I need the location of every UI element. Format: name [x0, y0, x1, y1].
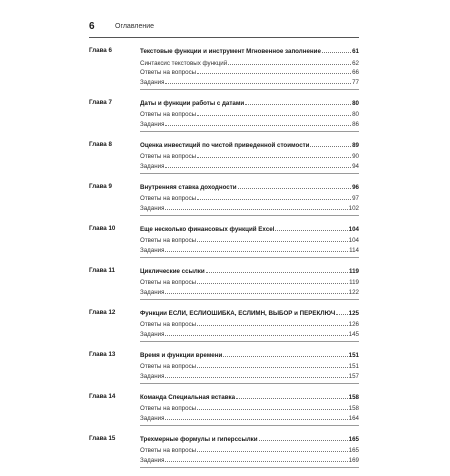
chapter-divider: [140, 173, 359, 174]
toc-chapter-row[interactable]: [89, 140, 359, 150]
toc-chapter: [89, 392, 359, 426]
toc-chapter-row[interactable]: [89, 98, 359, 108]
toc-chapter-row[interactable]: [89, 224, 359, 234]
toc-subsection-row[interactable]: [89, 455, 359, 465]
toc-subsection-row[interactable]: [89, 58, 359, 68]
toc-subsection-row[interactable]: [89, 245, 359, 255]
toc-subsection-row[interactable]: [89, 161, 359, 171]
subsection-title: Ответы на вопросы: [140, 405, 197, 412]
chapter-title: Текстовые функции и инструмент Мгновенное заполнение: [140, 48, 321, 55]
chapter-label: Глава 12: [89, 308, 116, 316]
subsection-title: Ответы на вопросы: [140, 69, 197, 76]
chapter-page: 61: [352, 48, 359, 55]
chapter-title: Циклические ссылки: [140, 267, 205, 275]
toc-chapter: [89, 350, 359, 384]
toc-subsection-row[interactable]: [89, 203, 359, 213]
dot-leader: [238, 182, 352, 189]
dot-leader: [197, 193, 351, 200]
subsection-page: 77: [352, 78, 359, 86]
subsection-title: Ответы на вопросы: [140, 363, 197, 370]
subsection-title: Задания: [140, 414, 165, 422]
subsection-page: 86: [352, 120, 359, 128]
toc-chapter-row[interactable]: [89, 46, 359, 56]
subsection-page: 151: [348, 363, 359, 370]
subsection-title: Ответы на вопросы: [140, 111, 197, 118]
subsection-title: Задания: [140, 456, 165, 464]
dot-leader: [275, 224, 347, 231]
chapter-label: Глава 14: [89, 392, 116, 400]
dot-leader: [165, 203, 347, 210]
toc-chapter-row[interactable]: [89, 266, 359, 276]
subsection-title: Синтаксис текстовых функций: [140, 59, 228, 67]
subsection-title: Задания: [140, 372, 165, 380]
chapter-divider: [140, 215, 359, 216]
toc-subsection-row[interactable]: [89, 151, 359, 161]
toc-chapter: [89, 182, 359, 216]
subsection-page: 104: [348, 237, 359, 244]
dot-leader: [336, 308, 347, 315]
subsection-title: Ответы на вопросы: [140, 195, 197, 202]
subsection-page: 114: [349, 246, 359, 254]
dot-leader: [165, 371, 347, 378]
chapter-label: Глава 8: [89, 140, 112, 148]
chapter-page: 119: [349, 267, 359, 275]
chapter-page: 89: [352, 141, 359, 149]
dot-leader: [197, 319, 348, 326]
toc-subsection-row[interactable]: [89, 193, 359, 203]
toc-subsection-row[interactable]: [89, 277, 359, 287]
subsection-title: Ответы на вопросы: [140, 321, 197, 328]
subsection-title: Задания: [140, 330, 165, 338]
dot-leader: [259, 434, 348, 441]
chapter-divider: [140, 467, 359, 468]
dot-leader: [165, 287, 347, 294]
toc-subsection-row[interactable]: [89, 413, 359, 423]
dot-leader: [165, 119, 351, 126]
toc-subsection-row[interactable]: [89, 329, 359, 339]
dot-leader: [322, 46, 351, 53]
dot-leader: [223, 350, 347, 357]
chapter-divider: [140, 299, 359, 300]
toc-chapter: [89, 224, 359, 258]
dot-leader: [197, 403, 348, 410]
chapter-label: Глава 11: [89, 266, 115, 274]
subsection-title: Ответы на вопросы: [140, 237, 197, 244]
dot-leader: [197, 445, 348, 452]
subsection-page: 62: [352, 59, 359, 67]
toc-chapter: [89, 434, 359, 468]
chapter-label: Глава 13: [89, 350, 116, 358]
toc-chapter-row[interactable]: [89, 434, 359, 444]
subsection-page: 66: [352, 69, 359, 76]
toc-subsection-row[interactable]: [89, 403, 359, 413]
subsection-page: 119: [349, 279, 359, 286]
subsection-title: Задания: [140, 288, 165, 296]
subsection-title: Задания: [140, 246, 165, 254]
dot-leader: [165, 413, 347, 420]
subsection-page: 90: [352, 153, 359, 160]
toc-chapter-row[interactable]: [89, 182, 359, 192]
toc-chapter: [89, 266, 359, 300]
table-of-contents: [89, 46, 359, 476]
header-title: Оглавление: [115, 23, 155, 30]
subsection-title: Задания: [140, 78, 165, 86]
chapter-page: 158: [348, 393, 359, 401]
toc-chapter: [89, 140, 359, 174]
subsection-title: Задания: [140, 120, 165, 128]
dot-leader: [228, 58, 351, 65]
subsection-title: Задания: [140, 204, 165, 212]
subsection-title: Задания: [140, 162, 165, 170]
chapter-page: 80: [352, 99, 359, 107]
chapter-page: 125: [348, 309, 359, 317]
running-header: [89, 21, 359, 38]
toc-chapter-row[interactable]: [89, 392, 359, 402]
subsection-page: 165: [348, 447, 359, 454]
toc-subsection-row[interactable]: [89, 371, 359, 381]
chapter-title: Внутренняя ставка доходности: [140, 183, 237, 191]
dot-leader: [245, 98, 351, 105]
dot-leader: [206, 266, 348, 273]
page-number: 6: [89, 21, 95, 32]
chapter-label: Глава 10: [89, 224, 116, 232]
toc-subsection-row[interactable]: [89, 77, 359, 87]
subsection-page: 80: [352, 111, 359, 118]
chapter-divider: [140, 257, 359, 258]
subsection-page: 97: [352, 195, 359, 202]
subsection-page: 164: [348, 414, 359, 422]
chapter-title: Трехмерные формулы и гиперссылки: [140, 435, 258, 443]
dot-leader: [165, 245, 348, 252]
dot-leader: [165, 161, 351, 168]
dot-leader: [197, 151, 351, 158]
subsection-page: 157: [348, 372, 359, 380]
chapter-divider: [140, 341, 359, 342]
chapter-page: 165: [348, 435, 359, 443]
toc-chapter: [89, 46, 359, 90]
toc-chapter: [89, 98, 359, 132]
chapter-page: 96: [352, 183, 359, 191]
dot-leader: [197, 235, 348, 242]
dot-leader: [197, 277, 348, 284]
subsection-title: Ответы на вопросы: [140, 153, 197, 160]
subsection-title: Ответы на вопросы: [140, 279, 197, 286]
subsection-page: 169: [348, 456, 359, 464]
subsection-page: 158: [348, 405, 359, 412]
toc-chapter-row[interactable]: [89, 308, 359, 318]
chapter-page: 151: [348, 351, 359, 359]
toc-subsection-row[interactable]: [89, 119, 359, 129]
subsection-page: 126: [348, 321, 359, 328]
chapter-title: Время и функции времени: [140, 351, 223, 359]
dot-leader: [165, 329, 347, 336]
chapter-divider: [140, 131, 359, 132]
subsection-title: Ответы на вопросы: [140, 447, 197, 454]
dot-leader: [197, 109, 351, 116]
toc-chapter-row[interactable]: [89, 350, 359, 360]
toc-subsection-row[interactable]: [89, 67, 359, 77]
toc-subsection-row[interactable]: [89, 361, 359, 371]
chapter-label: Глава 9: [89, 182, 112, 190]
chapter-title: Команда Специальная вставка: [140, 393, 236, 401]
toc-subsection-row[interactable]: [89, 319, 359, 329]
toc-chapter: [89, 308, 359, 342]
toc-subsection-row[interactable]: [89, 235, 359, 245]
subsection-page: 102: [348, 204, 359, 212]
dot-leader: [310, 140, 351, 147]
dot-leader: [236, 392, 348, 399]
dot-leader: [197, 361, 348, 368]
chapter-label: Глава 7: [89, 98, 112, 106]
toc-subsection-row[interactable]: [89, 109, 359, 119]
chapter-title: Даты и функции работы с датами: [140, 99, 245, 107]
toc-subsection-row[interactable]: [89, 287, 359, 297]
chapter-title: Еще несколько финансовых функций Excel: [140, 225, 275, 233]
chapter-title: Функции ЕСЛИ, ЕСЛИОШИБКА, ЕСЛИМН, ВЫБОР и ПЕРЕКЛЮЧ: [140, 309, 336, 317]
dot-leader: [165, 455, 347, 462]
subsection-page: 122: [348, 288, 359, 296]
chapter-divider: [140, 425, 359, 426]
chapter-title: Оценка инвестиций по чистой приведенной стоимости: [140, 141, 310, 149]
dot-leader: [165, 77, 351, 84]
chapter-label: Глава 15: [89, 434, 116, 442]
chapter-divider: [140, 383, 359, 384]
chapter-page: 104: [348, 225, 359, 233]
subsection-page: 145: [348, 330, 359, 338]
subsection-page: 94: [352, 162, 359, 170]
chapter-divider: [140, 89, 359, 90]
chapter-label: Глава 6: [89, 47, 112, 54]
dot-leader: [197, 67, 351, 74]
